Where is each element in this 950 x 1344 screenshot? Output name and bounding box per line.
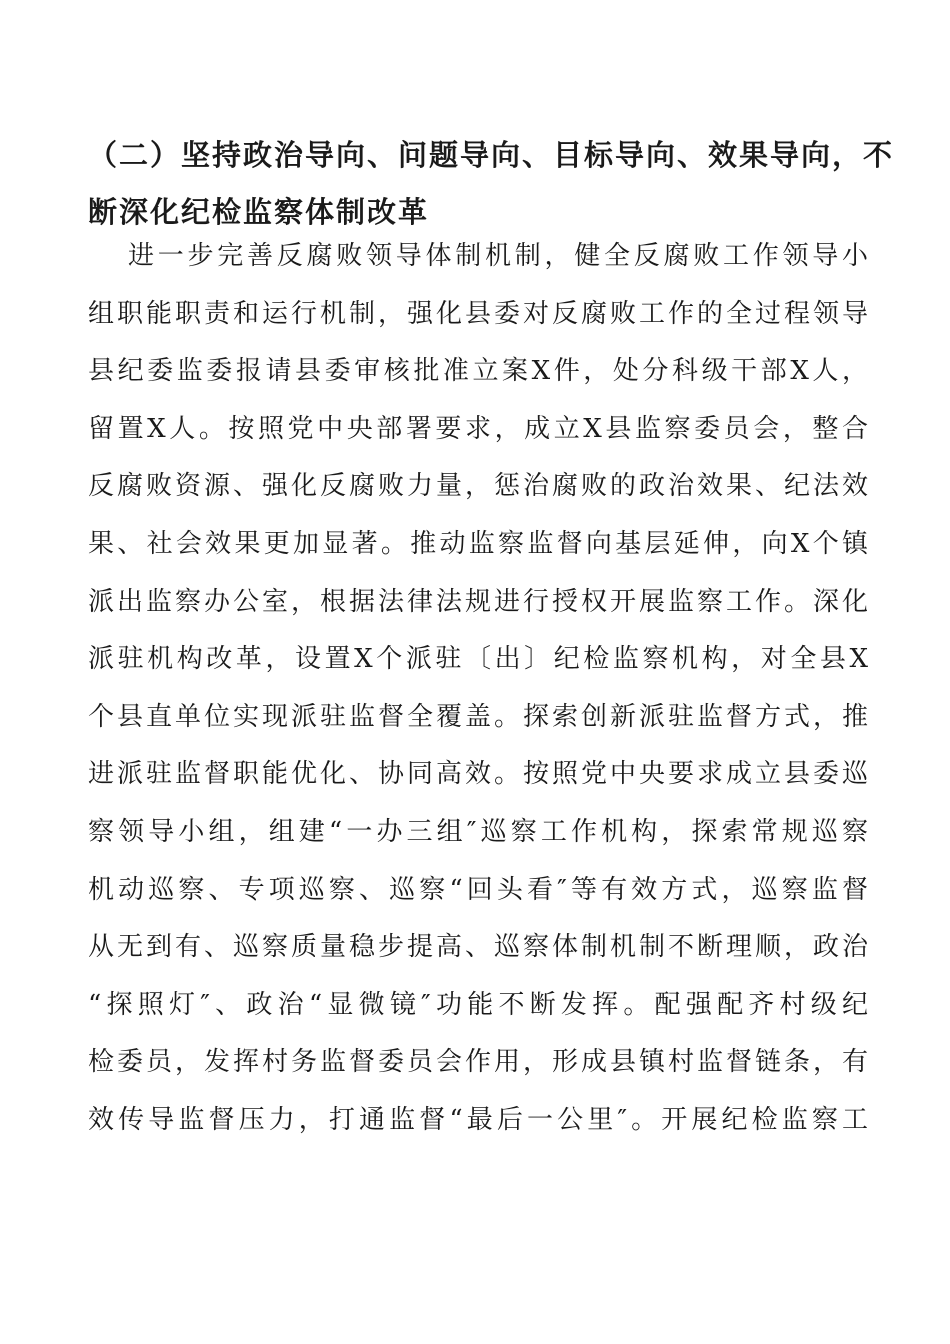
paragraph-line: 派驻机构改革，设置X个派驻〔出〕纪检监察机构，对全县X	[88, 644, 868, 675]
section-heading-line-2: 断深化纪检监察体制改革	[88, 195, 430, 229]
paragraph-line: 组职能职责和运行机制，强化县委对反腐败工作的全过程领导	[88, 298, 868, 329]
paragraph-line: 进一步完善反腐败领导体制机制，健全反腐败工作领导小	[128, 241, 868, 271]
paragraph-line: 机动巡察、专项巡察、巡察“回头看″等有效方式，巡察监督	[88, 874, 868, 905]
paragraph-line: 派出监察办公室，根据法律法规进行授权开展监察工作。深化	[88, 586, 868, 617]
paragraph-line: 检委员，发挥村务监督委员会作用，形成县镇村监督链条，有	[88, 1047, 868, 1078]
paragraph-line: 反腐败资源、强化反腐败力量，惩治腐败的政治效果、纪法效	[88, 471, 868, 502]
body-paragraph	[88, 228, 868, 1150]
paragraph-line: 果、社会效果更加显著。推动监察监督向基层延伸，向X个镇	[88, 528, 868, 559]
paragraph-line: 个县直单位实现派驻监督全覆盖。探索创新派驻监督方式，推	[88, 701, 868, 732]
section-heading-line-1: （二）坚持政治导向、问题导向、目标导向、效果导向，不	[88, 138, 895, 172]
paragraph-line: 县纪委监委报请县委审核批准立案X件，处分科级干部X人，	[88, 356, 868, 387]
paragraph-line: 察领导小组，组建“一办三组″巡察工作机构，探索常规巡察	[88, 816, 868, 847]
paragraph-line: 效传导监督压力，打通监督“最后一公里″。开展纪检监察工	[88, 1104, 868, 1135]
paragraph-line: “探照灯″、政治“显微镜″功能不断发挥。配强配齐村级纪	[88, 989, 868, 1020]
paragraph-line: 进派驻监督职能优化、协同高效。按照党中央要求成立县委巡	[88, 759, 868, 790]
paragraph-line: 从无到有、巡察质量稳步提高、巡察体制机制不断理顺，政治	[88, 932, 868, 963]
paragraph-line: 留置X人。按照党中央部署要求，成立X县监察委员会，整合	[88, 413, 868, 444]
